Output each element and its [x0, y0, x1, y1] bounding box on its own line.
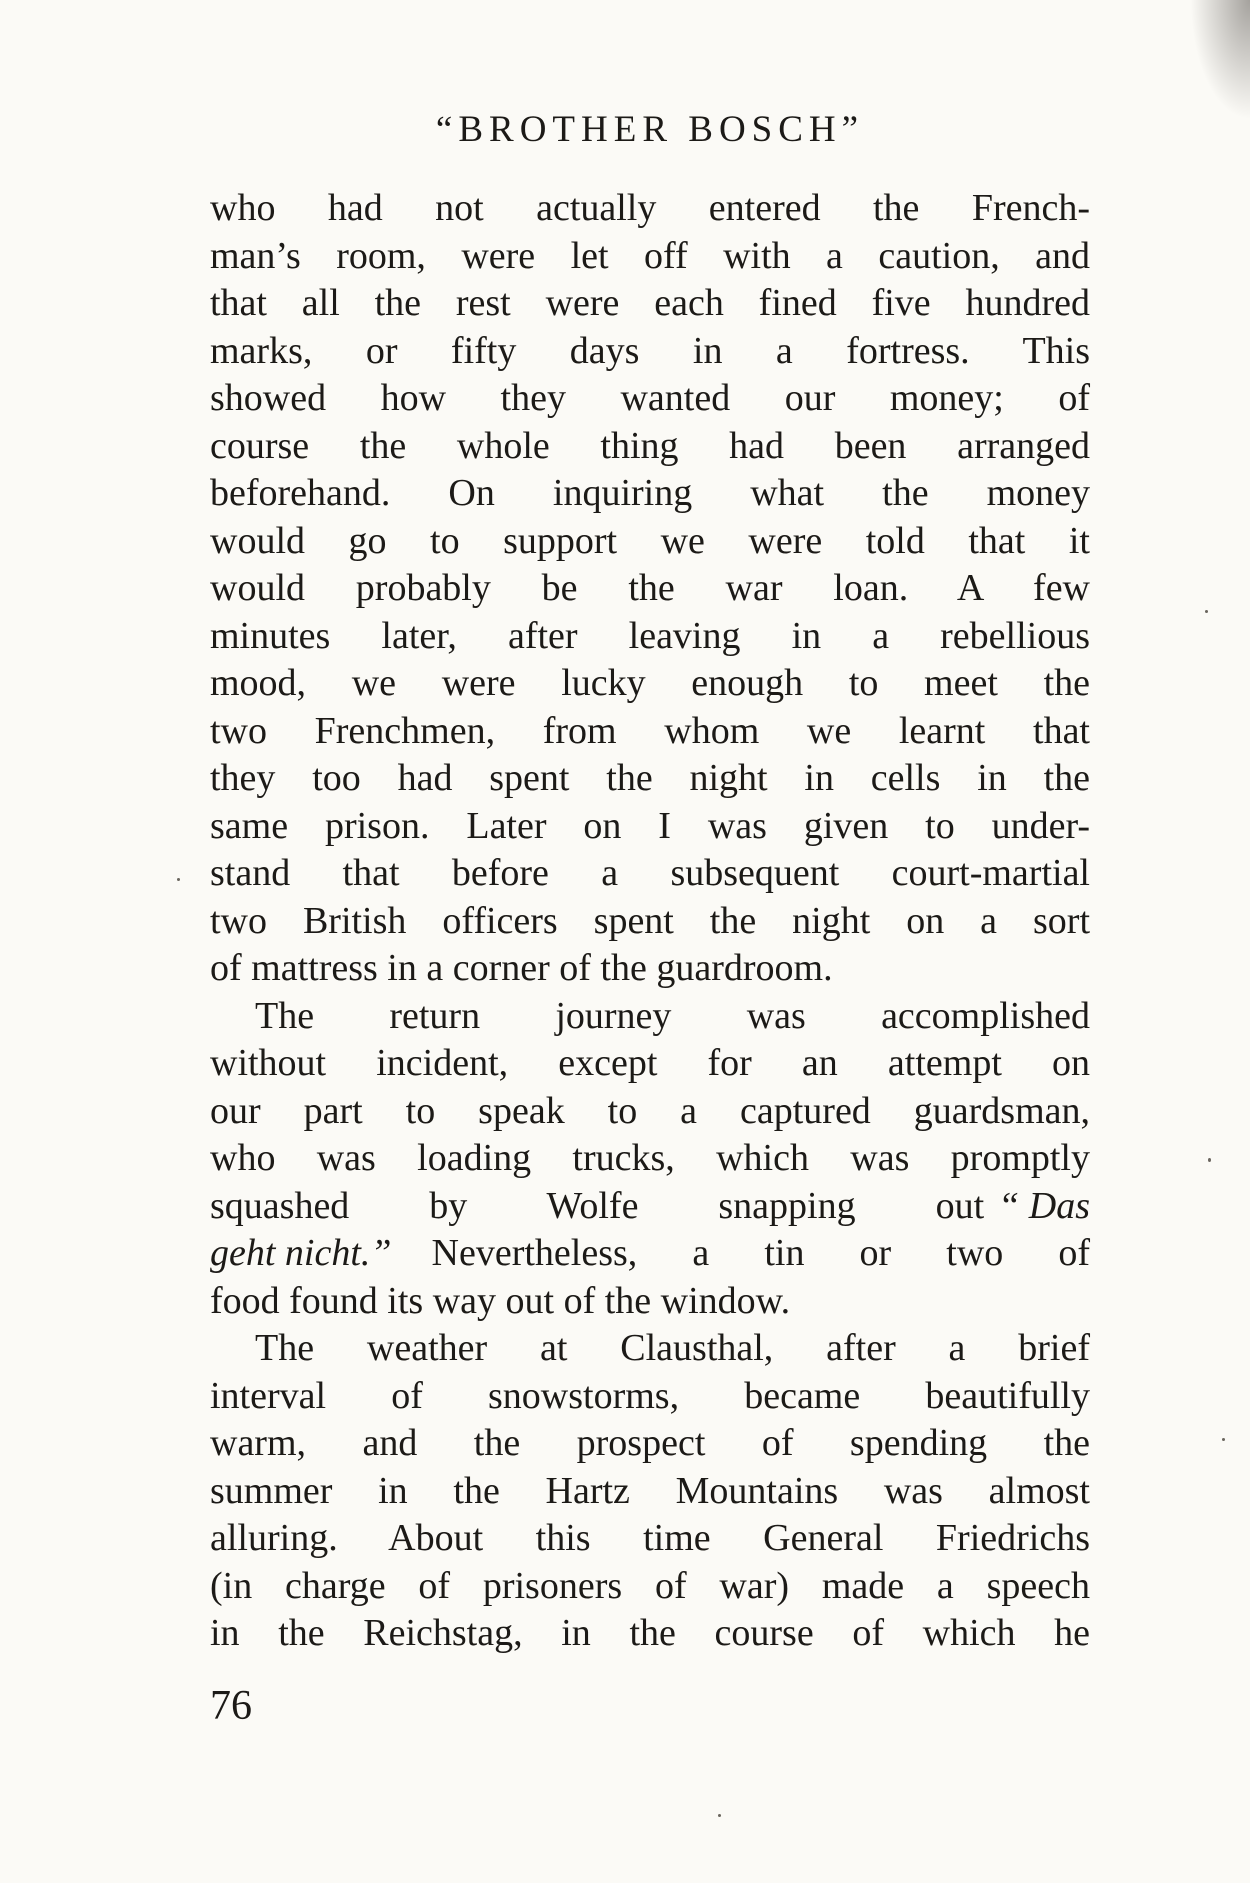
paper-speck — [1208, 1158, 1211, 1162]
text-line-part: squashed by Wolfe snapping out — [210, 1184, 985, 1227]
text-line: course the whole thing had been arranged — [210, 424, 1090, 467]
paper-speck — [177, 878, 180, 881]
text-line: stand that before a subsequent court-martial — [210, 852, 1090, 894]
text-line: in the Reichstag, in the course of which he — [210, 1612, 1090, 1654]
text-line: interval of snowstorms, became beautifully — [210, 1374, 1090, 1417]
text-line: same prison. Later on I was given to under- — [210, 804, 1090, 847]
text-line: summer in the Hartz Mountains was almost — [210, 1469, 1090, 1512]
running-header: “BROTHER BOSCH” — [435, 109, 865, 150]
text-line: (in charge of prisoners of war) made a speech — [210, 1564, 1090, 1607]
text-line: mood, we were lucky enough to meet the — [210, 662, 1090, 704]
paper-speck — [718, 1814, 721, 1817]
italic-quote: geht nicht.” — [210, 1232, 392, 1274]
text-line-part: Nevertheless, a tin or two of — [431, 1232, 1090, 1274]
paper-speck — [1222, 1438, 1225, 1441]
scan-shadow — [1190, 0, 1250, 120]
paragraph-start-line: The return journey was accomplished — [255, 994, 1090, 1037]
text-line — [210, 1183, 1090, 1231]
text-line: food found its way out of the window. — [210, 1279, 791, 1322]
text-line: who had not actually entered the French- — [210, 187, 1090, 229]
text-line: our part to speak to a captured guardsman, — [210, 1089, 1090, 1132]
page-number: 76 — [210, 1683, 252, 1729]
italic-quote: “ Das — [998, 1184, 1090, 1227]
text-line: marks, or fifty days in a fortress. This — [210, 329, 1090, 372]
text-line: would go to support we were told that it — [210, 519, 1090, 562]
body-text — [210, 185, 1090, 1658]
paper-speck — [1205, 610, 1208, 613]
text-line: alluring. About this time General Friedrichs — [210, 1517, 1090, 1559]
text-line: beforehand. On inquiring what the money — [210, 472, 1090, 514]
text-line: warm, and the prospect of spending the — [210, 1422, 1090, 1464]
text-line: that all the rest were each fined five hundred — [210, 282, 1090, 324]
text-line — [210, 1230, 1090, 1278]
text-line: minutes later, after leaving in a rebellious — [210, 614, 1090, 657]
text-line: two Frenchmen, from whom we learnt that — [210, 709, 1090, 752]
text-line: showed how they wanted our money; of — [210, 377, 1090, 419]
text-line: two British officers spent the night on a sort — [210, 899, 1090, 942]
text-line: would probably be the war loan. A few — [210, 567, 1090, 609]
text-line: of mattress in a corner of the guardroom. — [210, 947, 833, 989]
text-line: they too had spent the night in cells in the — [210, 757, 1090, 799]
text-line: who was loading trucks, which was promptly — [210, 1137, 1090, 1179]
paragraph-start-line: The weather at Clausthal, after a brief — [255, 1327, 1090, 1369]
text-line: man’s room, were let off with a caution, and — [210, 234, 1090, 277]
text-line: without incident, except for an attempt on — [210, 1042, 1090, 1084]
